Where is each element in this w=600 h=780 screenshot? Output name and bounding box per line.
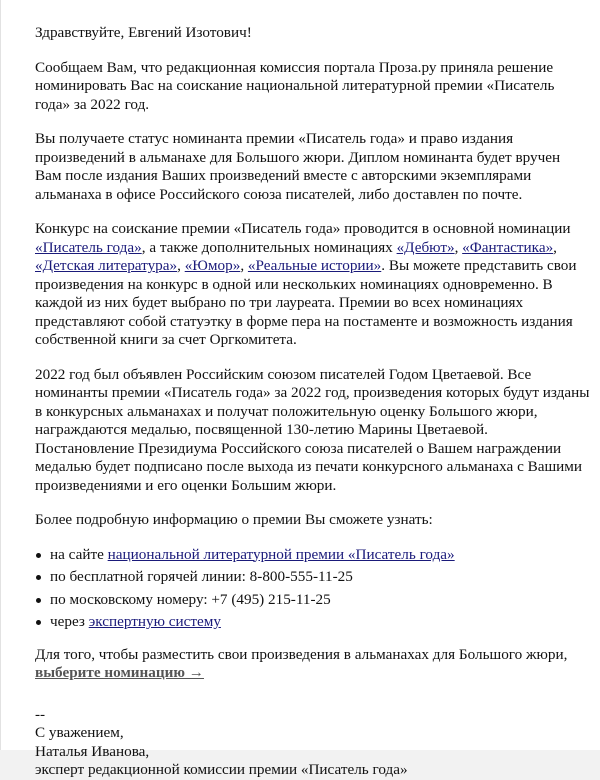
list-item-website [50, 546, 590, 565]
contest-text-2: , а также дополнительных номинациях [141, 238, 397, 256]
paragraph-tsvetaeva-year: 2022 год был объявлен Российским союзом писателей Годом Цветаевой. Все номинанты премии «Писатель года» за 2022 год, произведения которых будут изданы в конкурсных альманахах и получат положительную оценку Большого жюри, награждаются медалью, посвященной 130-летию Марины Цветаевой. Постановление Президиума Российского союза писателей о Вашем награждении медалью будет подписано после выхода из печати конкурсного альманаха с Вашими произведениями и его оценки Большим жюри. [35, 365, 590, 494]
list-item-moscow-phone: по московскому номеру: +7 (495) 215-11-25 [50, 591, 590, 610]
signature-dashes: -- [35, 705, 46, 723]
link-nomination-humor[interactable]: «Юмор» [184, 257, 241, 274]
list-item-text: на сайте [50, 545, 108, 563]
paragraph-nomination: Сообщаем Вам, что редакционная комиссия портала Проза.ру приняла решение номинировать Вас на соискание национальной литературной премии «Писатель года» за 2022 год. [35, 58, 555, 113]
signature-block [35, 706, 590, 780]
separator: , [240, 257, 248, 274]
separator: , [177, 257, 185, 274]
contest-text-3: . Вы можете представить свои произведения на конкурс в одной или нескольких номинациях одновременно. В каждой из них будет выбрано по три лауреата. Премии во всех номинациях представляют собой статуэтку в форме пера на постаменте и возможность издания собственной книги за счет Оргкомитета. [35, 257, 577, 348]
signature-title: эксперт редакционной комиссии премии «Писатель года» [35, 761, 408, 778]
link-nomination-fantasy[interactable]: «Фантастика» [462, 238, 554, 256]
signature-name: Наталья Иванова, [35, 742, 150, 760]
paragraph-choose-nomination [35, 646, 590, 683]
paragraph-status: Вы получаете статус номинанта премии «Писатель года» и право издания произведений в альманахе для Большого жюри. Диплом номинанта будет вручен Вам после издания Ваших произведений вместе с авторскими экземплярами альманаха в офисе Российского союза писателей, либо доставлен по почте. [35, 130, 561, 203]
choose-nomination-link[interactable]: выберите номинацию → [35, 664, 204, 681]
link-nomination-real-stories[interactable]: «Реальные истории» [247, 257, 382, 274]
link-premium-website[interactable]: национальной литературной премии «Писатель года» [107, 545, 455, 563]
paragraph-more-info: Более подробную информацию о премии Вы сможете узнать: [35, 511, 433, 528]
choose-nomination-text: Для того, чтобы разместить свои произведения в альманахах для Большого жюри, [35, 645, 568, 663]
separator: , [553, 238, 557, 256]
list-item-hotline: по бесплатной горячей линии: 8-800-555-11-25 [50, 568, 590, 587]
link-expert-system[interactable]: экспертную систему [88, 613, 221, 630]
link-nomination-kids-literature[interactable]: «Детская литература» [35, 257, 178, 274]
contact-list [35, 546, 590, 632]
paragraph-contest [35, 220, 590, 350]
link-nomination-writer-of-year[interactable]: «Писатель года» [35, 238, 142, 256]
separator: , [454, 238, 463, 256]
list-item-text: через [50, 613, 89, 630]
signature-regards: С уважением, [35, 724, 124, 741]
greeting: Здравствуйте, Евгений Изотович! [35, 24, 252, 41]
contest-text-1: Конкурс на соискание премии «Писатель года» проводится в основной номинации [35, 220, 571, 237]
list-item-expert-system [50, 613, 590, 632]
link-nomination-debut[interactable]: «Дебют» [396, 238, 455, 256]
